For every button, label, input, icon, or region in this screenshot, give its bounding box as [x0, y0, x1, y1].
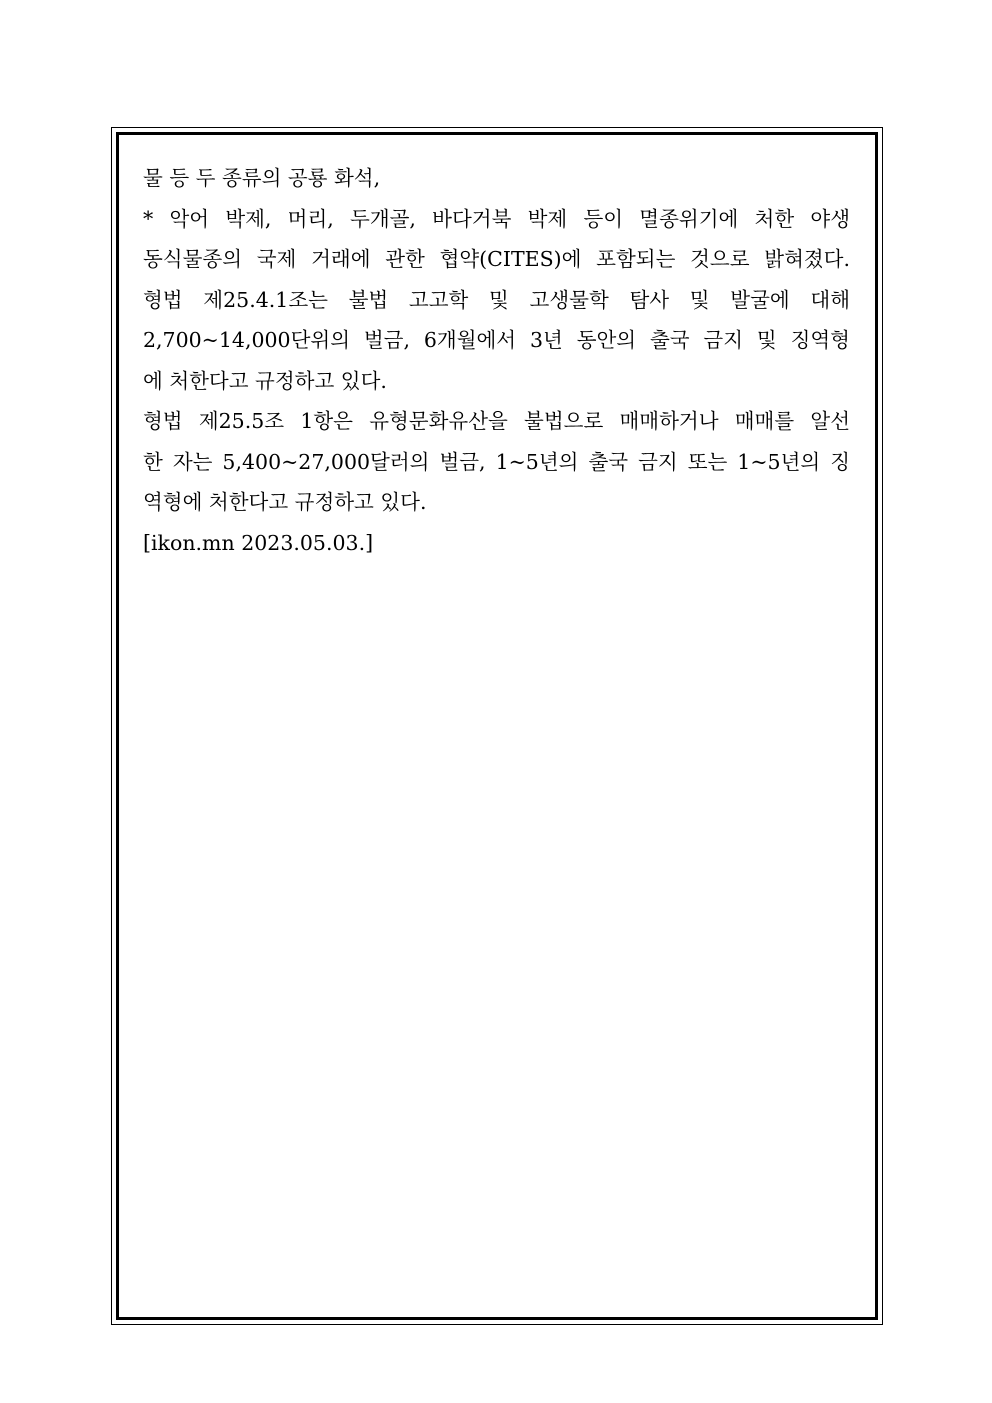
text-line-cites-note: * 악어 박제, 머리, 두개골, 바다거북 박제 등이 멸종위기에 처한 야생	[143, 206, 850, 231]
text-line-criminal-code-25-4-1-end: 에 처한다고 규정하고 있다.	[143, 368, 387, 393]
text-line-criminal-code-25-4-1: 형법 제25.4.1조는 불법 고고학 및 고생물학 탐사 및 발굴에 대해	[143, 287, 850, 312]
source-citation: [ikon.mn 2023.05.03.]	[143, 530, 374, 555]
text-line-criminal-code-25-4-1-penalty: 2,700~14,000단위의 벌금, 6개월에서 3년 동안의 출국 금지 및 징역형	[143, 328, 850, 352]
text-line-criminal-code-25-5-penalty: 한 자는 5,400~27,000달러의 벌금, 1~5년의 출국 금지 또는 1~5년의 징	[143, 449, 850, 474]
text-line-criminal-code-25-5-end: 역형에 처한다고 규정하고 있다.	[143, 490, 427, 514]
document-body	[143, 158, 850, 563]
text-line-criminal-code-25-5: 형법 제25.5조 1항은 유형문화유산을 불법으로 매매하거나 매매를 알선	[143, 409, 850, 433]
text-line-cites-note-cont: 동식물종의 국제 거래에 관한 협약(CITES)에 포함되는 것으로 밝혀졌다.	[143, 247, 850, 271]
text-line-dinosaur-fossils: 물 등 두 종류의 공룡 화석,	[143, 166, 381, 190]
